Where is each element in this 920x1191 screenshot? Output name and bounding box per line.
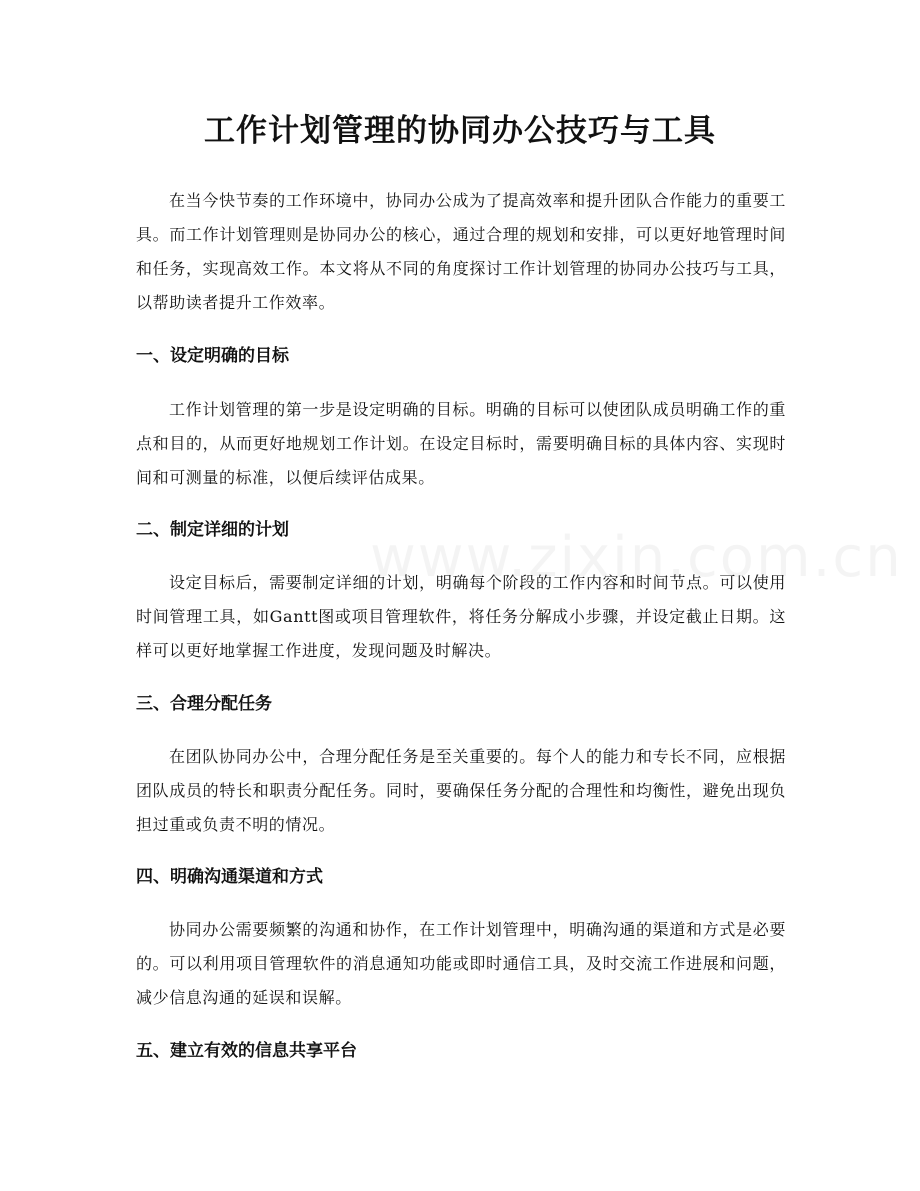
section-heading-2: 二、制定详细的计划 [136,520,289,540]
section-body-2: 设定目标后，需要制定详细的计划，明确每个阶段的工作内容和时间节点。可以使用时间管理工具，如Gantt图或项目管理软件，将任务分解成小步骤，并设定截止日期。这样可以更好地掌握工作进度，发现问题及时解决。 [136,573,786,660]
section-heading-5: 五、建立有效的信息共享平台 [136,1041,357,1061]
section-heading-3: 三、合理分配任务 [136,694,272,714]
section-heading-1: 一、设定明确的目标 [136,346,289,366]
section-body-1: 工作计划管理的第一步是设定明确的目标。明确的目标可以使团队成员明确工作的重点和目的，从而更好地规划工作计划。在设定目标时，需要明确目标的具体内容、实现时间和可测量的标准，以便后续评估成果。 [136,400,786,487]
intro-paragraph: 在当今快节奏的工作环境中，协同办公成为了提高效率和提升团队合作能力的重要工具。而工作计划管理则是协同办公的核心，通过合理的规划和安排，可以更好地管理时间和任务，实现高效工作。本文将从不同的角度探讨工作计划管理的协同办公技巧与工具，以帮助读者提升工作效率。 [136,191,786,312]
section-heading-4: 四、明确沟通渠道和方式 [136,867,323,887]
section-body-4: 协同办公需要频繁的沟通和协作，在工作计划管理中，明确沟通的渠道和方式是必要的。可以利用项目管理软件的消息通知功能或即时通信工具，及时交流工作进展和问题，减少信息沟通的延误和误解。 [136,920,786,1007]
document-title: 工作计划管理的协同办公技巧与工具 [204,113,716,149]
section-body-3: 在团队协同办公中，合理分配任务是至关重要的。每个人的能力和专长不同，应根据团队成员的特长和职责分配任务。同时，要确保任务分配的合理性和均衡性，避免出现负担过重或负责不明的情况。 [136,747,786,834]
